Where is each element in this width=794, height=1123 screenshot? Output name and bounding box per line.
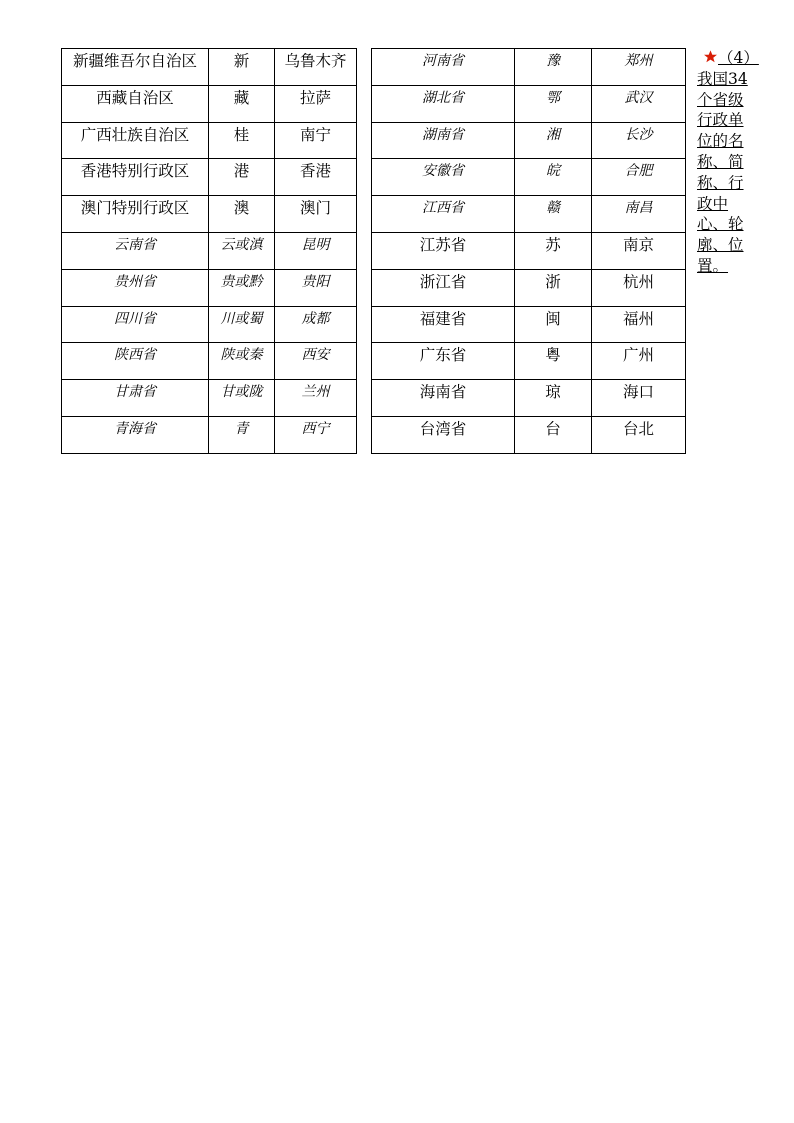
region-capital-cell: 成都	[275, 306, 357, 343]
region-capital-cell: 海口	[592, 380, 686, 417]
region-name-cell: 甘肃省	[62, 380, 209, 417]
region-name-cell: 香港特别行政区	[62, 159, 209, 196]
region-capital-cell: 昆明	[275, 232, 357, 269]
region-abbr-cell: 陕或秦	[209, 343, 275, 380]
region-capital-cell: 香港	[275, 159, 357, 196]
region-abbr-cell: 新	[209, 49, 275, 86]
region-abbr-cell: 浙	[515, 269, 592, 306]
region-capital-cell: 西安	[275, 343, 357, 380]
region-abbr-cell: 澳	[209, 196, 275, 233]
region-name-cell: 西藏自治区	[62, 85, 209, 122]
region-name-cell: 青海省	[62, 416, 209, 453]
region-abbr-cell: 苏	[515, 232, 592, 269]
left-region-table	[61, 48, 357, 454]
table-row	[62, 416, 357, 453]
region-name-cell: 贵州省	[62, 269, 209, 306]
note-label: （4）	[718, 49, 759, 67]
region-name-cell: 海南省	[372, 380, 515, 417]
table-row	[62, 306, 357, 343]
table-row	[372, 159, 686, 196]
region-name-cell: 新疆维吾尔自治区	[62, 49, 209, 86]
right-region-table	[371, 48, 686, 454]
star-icon	[703, 50, 718, 65]
region-name-cell: 河南省	[372, 49, 515, 86]
note-text: 我国34个省级行政单位的名称、简称、行政中心、轮廓、位置。	[697, 69, 748, 275]
region-capital-cell: 南宁	[275, 122, 357, 159]
region-abbr-cell: 青	[209, 416, 275, 453]
right-table-body	[372, 49, 686, 454]
region-abbr-cell: 川或蜀	[209, 306, 275, 343]
table-row	[372, 232, 686, 269]
region-abbr-cell: 云或滇	[209, 232, 275, 269]
table-row	[372, 49, 686, 86]
region-name-cell: 安徽省	[372, 159, 515, 196]
note-heading	[697, 48, 763, 69]
region-abbr-cell: 粤	[515, 343, 592, 380]
region-name-cell: 江西省	[372, 196, 515, 233]
region-name-cell: 云南省	[62, 232, 209, 269]
region-abbr-cell: 琼	[515, 380, 592, 417]
region-capital-cell: 贵阳	[275, 269, 357, 306]
region-capital-cell: 南京	[592, 232, 686, 269]
region-capital-cell: 杭州	[592, 269, 686, 306]
region-name-cell: 江苏省	[372, 232, 515, 269]
region-abbr-cell: 藏	[209, 85, 275, 122]
region-capital-cell: 乌鲁木齐	[275, 49, 357, 86]
region-name-cell: 四川省	[62, 306, 209, 343]
region-capital-cell: 拉萨	[275, 85, 357, 122]
region-abbr-cell: 闽	[515, 306, 592, 343]
region-capital-cell: 澳门	[275, 196, 357, 233]
region-capital-cell: 西宁	[275, 416, 357, 453]
region-abbr-cell: 赣	[515, 196, 592, 233]
table-row	[372, 122, 686, 159]
region-capital-cell: 长沙	[592, 122, 686, 159]
left-table-body	[62, 49, 357, 454]
region-name-cell: 湖南省	[372, 122, 515, 159]
region-name-cell: 陕西省	[62, 343, 209, 380]
region-abbr-cell: 甘或陇	[209, 380, 275, 417]
region-name-cell: 澳门特别行政区	[62, 196, 209, 233]
region-abbr-cell: 台	[515, 416, 592, 453]
table-row	[372, 416, 686, 453]
table-row	[62, 232, 357, 269]
region-capital-cell: 合肥	[592, 159, 686, 196]
table-row	[62, 122, 357, 159]
region-capital-cell: 广州	[592, 343, 686, 380]
region-capital-cell: 福州	[592, 306, 686, 343]
region-abbr-cell: 豫	[515, 49, 592, 86]
table-row	[62, 343, 357, 380]
table-row	[62, 196, 357, 233]
region-name-cell: 福建省	[372, 306, 515, 343]
table-row	[372, 85, 686, 122]
side-note	[697, 48, 763, 277]
region-abbr-cell: 贵或黔	[209, 269, 275, 306]
region-abbr-cell: 湘	[515, 122, 592, 159]
region-name-cell: 湖北省	[372, 85, 515, 122]
table-row	[62, 380, 357, 417]
table-row	[372, 196, 686, 233]
table-row	[372, 343, 686, 380]
table-row	[62, 85, 357, 122]
region-capital-cell: 武汉	[592, 85, 686, 122]
region-abbr-cell: 皖	[515, 159, 592, 196]
region-name-cell: 浙江省	[372, 269, 515, 306]
region-name-cell: 广东省	[372, 343, 515, 380]
region-abbr-cell: 鄂	[515, 85, 592, 122]
table-row	[372, 306, 686, 343]
region-abbr-cell: 港	[209, 159, 275, 196]
region-name-cell: 广西壮族自治区	[62, 122, 209, 159]
region-capital-cell: 南昌	[592, 196, 686, 233]
region-capital-cell: 兰州	[275, 380, 357, 417]
region-name-cell: 台湾省	[372, 416, 515, 453]
table-row	[62, 159, 357, 196]
table-row	[62, 269, 357, 306]
region-capital-cell: 郑州	[592, 49, 686, 86]
table-row	[62, 49, 357, 86]
region-capital-cell: 台北	[592, 416, 686, 453]
table-row	[372, 380, 686, 417]
table-row	[372, 269, 686, 306]
region-abbr-cell: 桂	[209, 122, 275, 159]
